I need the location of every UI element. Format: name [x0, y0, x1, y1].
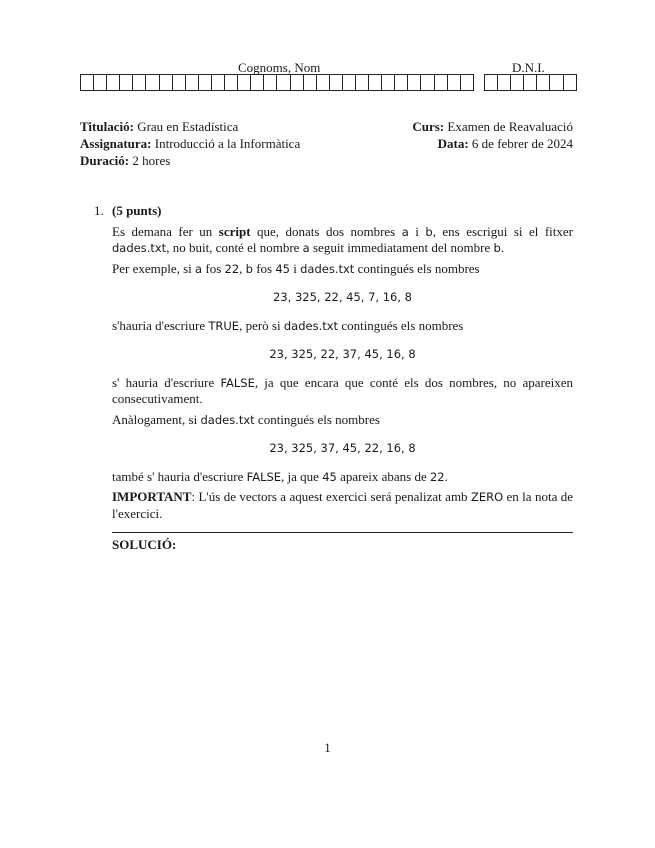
meta-left	[80, 118, 300, 169]
character-box[interactable]	[212, 75, 225, 90]
question-1	[80, 203, 574, 554]
var-a: a	[401, 224, 409, 239]
question-points: (5 punts)	[112, 203, 162, 218]
character-box[interactable]	[343, 75, 356, 90]
important-label: IMPORTANT	[112, 489, 192, 504]
page-number: 1	[324, 740, 331, 755]
character-box[interactable]	[537, 75, 550, 90]
assignatura-value: Introducció a la Informàtica	[154, 136, 301, 151]
question-body	[112, 224, 573, 554]
file-name: dades.txt	[300, 261, 355, 276]
var-a: a	[195, 261, 203, 276]
text: , ja que encara que conté els dos nombres, no apareixen consecutivament.	[112, 374, 573, 406]
paragraph-important	[112, 489, 573, 522]
character-box[interactable]	[382, 75, 395, 90]
character-box[interactable]	[291, 75, 304, 90]
paragraph-false-1	[112, 375, 573, 408]
character-box[interactable]	[264, 75, 277, 90]
data-label: Data:	[437, 136, 469, 151]
dni-boxes[interactable]	[484, 74, 577, 91]
question-header	[80, 203, 574, 220]
character-box[interactable]	[199, 75, 212, 90]
character-box[interactable]	[356, 75, 369, 90]
character-box[interactable]	[511, 75, 524, 90]
character-box[interactable]	[107, 75, 120, 90]
durada-label: Duració:	[80, 153, 130, 168]
paragraph-true	[112, 318, 573, 335]
text: que, donats dos nombres	[250, 223, 402, 239]
sequence-3: 23, 325, 37, 45, 22, 16, 8	[269, 441, 416, 455]
sequence-1: 23, 325, 22, 45, 7, 16, 8	[273, 290, 412, 304]
file-name: dades.txt	[200, 412, 255, 427]
text: , però si	[239, 317, 284, 333]
character-box[interactable]	[408, 75, 421, 90]
character-box[interactable]	[133, 75, 146, 90]
text: , ens escrigui si el fitxer	[432, 223, 574, 239]
var-b: b	[245, 261, 253, 276]
character-box[interactable]	[330, 75, 343, 90]
text: i	[408, 223, 426, 239]
character-box[interactable]	[146, 75, 159, 90]
name-label: Cognoms, Nom	[238, 60, 321, 75]
text: en la nota de l'exercici.	[112, 489, 573, 521]
divider	[112, 532, 573, 533]
curs-value: Examen de Reavaluació	[447, 119, 573, 134]
false-word: FALSE	[220, 375, 255, 390]
text: també s' hauria d'escriure	[112, 468, 247, 484]
titulacio-value: Grau en Estadística	[137, 119, 239, 134]
text: apareix abans de	[336, 468, 430, 484]
file-name: dades.txt	[112, 241, 167, 255]
character-box[interactable]	[160, 75, 173, 90]
text: Es demana fer un	[112, 223, 219, 239]
character-box[interactable]	[395, 75, 408, 90]
data-line	[412, 135, 573, 152]
true-word: TRUE	[208, 318, 240, 333]
value-45: 45	[322, 469, 337, 484]
text: , no buit, conté el nombre	[166, 240, 303, 255]
character-box[interactable]	[94, 75, 107, 90]
paragraph-example	[112, 261, 573, 278]
text: seguit immediatament del nombre	[309, 240, 494, 255]
text: .	[500, 240, 505, 255]
paragraph-analog	[112, 412, 573, 429]
character-box[interactable]	[435, 75, 448, 90]
paragraph-false-2	[112, 469, 573, 486]
text: i	[289, 260, 301, 276]
character-box[interactable]	[277, 75, 290, 90]
text: s'hauria d'escriure	[112, 317, 209, 333]
text: , ja que	[281, 468, 323, 484]
var-a: a	[302, 241, 310, 255]
character-box[interactable]	[304, 75, 317, 90]
value-45: 45	[275, 261, 290, 276]
character-box[interactable]	[550, 75, 563, 90]
character-box[interactable]	[81, 75, 94, 90]
var-b: b	[493, 241, 501, 255]
meta-right	[412, 118, 573, 152]
character-box[interactable]	[186, 75, 199, 90]
name-boxes[interactable]	[80, 74, 474, 91]
question-number: 1.	[94, 203, 104, 218]
text: fos	[252, 260, 276, 276]
text: s' hauria d'escriure	[112, 374, 221, 390]
sequence-2: 23, 325, 22, 37, 45, 16, 8	[269, 347, 416, 361]
text: : L'ús de vectors a aquest exercici será penalizat amb	[191, 489, 471, 504]
character-box[interactable]	[120, 75, 133, 90]
data-value: 6 de febrer de 2024	[471, 136, 573, 151]
assignatura-line	[80, 135, 300, 152]
character-box[interactable]	[564, 75, 577, 90]
character-box[interactable]	[369, 75, 382, 90]
character-box[interactable]	[498, 75, 511, 90]
character-box[interactable]	[461, 75, 474, 90]
character-box[interactable]	[173, 75, 186, 90]
character-box[interactable]	[485, 75, 498, 90]
titulacio-label: Titulació:	[80, 119, 134, 134]
text: Per exemple, si	[112, 260, 196, 276]
text: contingués els nombres	[338, 317, 464, 333]
character-box[interactable]	[238, 75, 251, 90]
character-box[interactable]	[524, 75, 537, 90]
curs-label: Curs:	[412, 119, 445, 134]
titulacio-line	[80, 118, 300, 135]
durada-value: 2 hores	[132, 153, 171, 168]
var-b: b	[425, 224, 433, 239]
zero-word: ZERO	[470, 490, 504, 504]
character-box[interactable]	[317, 75, 330, 90]
text: ,	[239, 260, 246, 276]
character-box[interactable]	[251, 75, 264, 90]
character-box[interactable]	[448, 75, 461, 90]
character-box[interactable]	[225, 75, 238, 90]
assignatura-label: Assignatura:	[80, 136, 152, 151]
text: .	[444, 468, 448, 484]
durada-line	[80, 152, 300, 169]
script-keyword: script	[218, 223, 251, 239]
false-word: FALSE	[246, 469, 282, 484]
character-box[interactable]	[421, 75, 434, 90]
text: fos	[202, 260, 225, 276]
value-22: 22	[224, 261, 240, 276]
text: Anàlogament, si	[112, 411, 201, 427]
text: contingués els nombres	[354, 260, 480, 276]
paragraph-statement	[112, 224, 573, 257]
file-name: dades.txt	[283, 318, 339, 333]
curs-line	[412, 118, 573, 135]
text: contingués els nombres	[254, 411, 380, 427]
solution-heading: SOLUCIÓ:	[112, 537, 177, 552]
value-22: 22	[429, 469, 445, 484]
dni-label: D.N.I.	[512, 60, 545, 75]
